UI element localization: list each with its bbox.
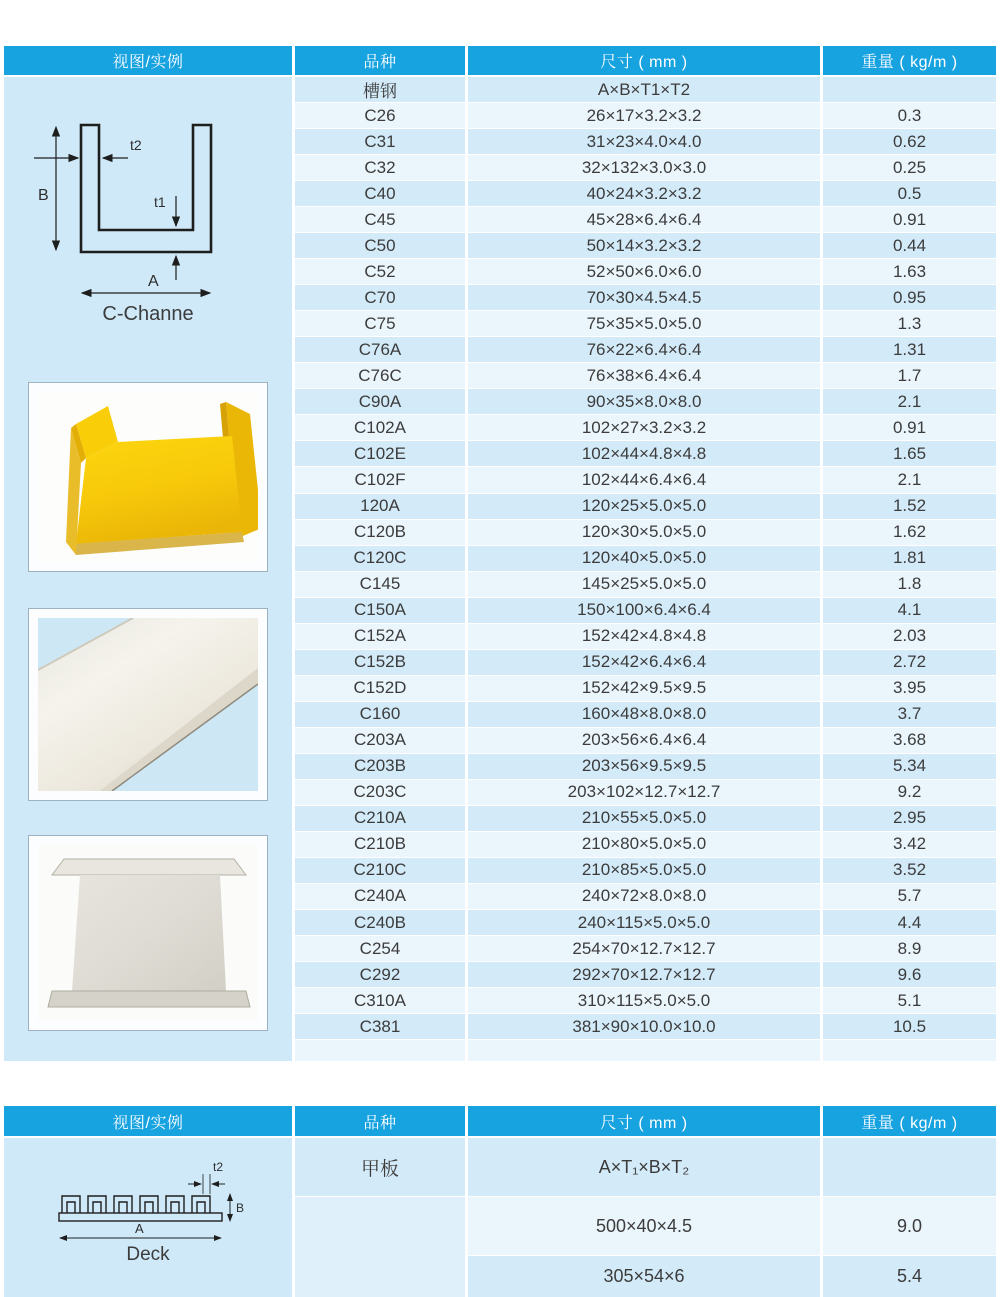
cell-weight: 5.1	[823, 988, 996, 1013]
cell-empty	[823, 1040, 996, 1061]
table-row	[295, 676, 996, 701]
cell-weight: 5.34	[823, 754, 996, 779]
cell-weight: 4.4	[823, 910, 996, 935]
cell-name: C240A	[295, 884, 465, 909]
cell-weight: 1.8	[823, 572, 996, 597]
table-row	[295, 598, 996, 623]
table-row	[295, 832, 996, 857]
deck-dim-b: B	[236, 1201, 245, 1215]
cell-size: 45×28×6.4×6.4	[468, 207, 820, 232]
cell-weight: 9.2	[823, 780, 996, 805]
table-row	[295, 233, 996, 258]
cell-size: 50×14×3.2×3.2	[468, 233, 820, 258]
table-row	[295, 572, 996, 597]
dim-label-t1: t1	[154, 194, 166, 210]
cell-size: 152×42×9.5×9.5	[468, 676, 820, 701]
table-row	[295, 311, 996, 336]
cell-size: 102×44×4.8×4.8	[468, 441, 820, 466]
cell-size: 76×22×6.4×6.4	[468, 337, 820, 362]
deck-view-panel	[4, 1138, 292, 1297]
table-header	[4, 1106, 996, 1136]
cell-size: 120×40×5.0×5.0	[468, 546, 820, 571]
table-row	[295, 520, 996, 545]
header-size: 尺寸 ( mm )	[468, 1106, 820, 1136]
cell-size: 120×25×5.0×5.0	[468, 494, 820, 519]
table-row	[295, 624, 996, 649]
table-row	[295, 702, 996, 727]
header-variety: 品种	[295, 46, 465, 75]
table-row	[295, 181, 996, 206]
cell-size: 102×44×6.4×6.4	[468, 467, 820, 492]
cell-name: C120B	[295, 520, 465, 545]
cell-size: 160×48×8.0×8.0	[468, 702, 820, 727]
cell-weight: 0.91	[823, 415, 996, 440]
table-row	[295, 754, 996, 779]
cell-empty	[295, 1040, 465, 1061]
cell-weight: 2.72	[823, 650, 996, 675]
header-view-example: 视图/实例	[4, 46, 292, 75]
table-row	[295, 546, 996, 571]
cell-weight: 4.1	[823, 598, 996, 623]
cell-size: 203×56×6.4×6.4	[468, 728, 820, 753]
cell-name: C381	[295, 1014, 465, 1039]
cell-name: C152B	[295, 650, 465, 675]
table-row	[295, 884, 996, 909]
cell-size: 240×115×5.0×5.0	[468, 910, 820, 935]
cell-size: 210×85×5.0×5.0	[468, 858, 820, 883]
table-row	[295, 415, 996, 440]
table-row	[295, 337, 996, 362]
cell-empty	[468, 1040, 820, 1061]
cell-size: 210×55×5.0×5.0	[468, 806, 820, 831]
cell-weight: 0.62	[823, 129, 996, 154]
header-size: 尺寸 ( mm )	[468, 46, 820, 75]
cell-size: 203×56×9.5×9.5	[468, 754, 820, 779]
cell-size: 203×102×12.7×12.7	[468, 780, 820, 805]
cell-size: 31×23×4.0×4.0	[468, 129, 820, 154]
cell-name: C75	[295, 311, 465, 336]
cell-weight: 2.03	[823, 624, 996, 649]
cell-name: C45	[295, 207, 465, 232]
cell-name: C145	[295, 572, 465, 597]
table-row	[295, 259, 996, 284]
table-row	[295, 363, 996, 388]
cell-name: 120A	[295, 494, 465, 519]
cell-name: C203A	[295, 728, 465, 753]
cell-name: C76A	[295, 337, 465, 362]
dim-label-a: A	[148, 273, 159, 290]
table-row	[295, 494, 996, 519]
table-row	[295, 77, 996, 102]
table-row	[295, 650, 996, 675]
cell-name: C102A	[295, 415, 465, 440]
table-row	[295, 988, 996, 1013]
deck-dim-t2: t2	[213, 1160, 224, 1174]
table-row	[295, 207, 996, 232]
cell-name: C254	[295, 936, 465, 961]
cell-weight: 3.7	[823, 702, 996, 727]
header-weight: 重量 ( kg/m )	[823, 46, 996, 75]
cell-size: 254×70×12.7×12.7	[468, 936, 820, 961]
cell-weight: 0.3	[823, 103, 996, 128]
table-row	[295, 728, 996, 753]
cell-weight: 3.52	[823, 858, 996, 883]
c-channel-cross-section-diagram	[4, 100, 292, 310]
deck-dim-a: A	[135, 1221, 144, 1236]
cell-size: 210×80×5.0×5.0	[468, 832, 820, 857]
cell-name: C70	[295, 285, 465, 310]
gray-channel-image	[38, 845, 258, 1021]
table-row	[295, 155, 996, 180]
cell-name: C102E	[295, 441, 465, 466]
cell-size: 145×25×5.0×5.0	[468, 572, 820, 597]
cell-weight: 1.65	[823, 441, 996, 466]
cell-name: C32	[295, 155, 465, 180]
cell-name: C210C	[295, 858, 465, 883]
cell-name: C31	[295, 129, 465, 154]
cell-size: 70×30×4.5×4.5	[468, 285, 820, 310]
white-material-image	[38, 618, 258, 791]
table-row	[295, 962, 996, 987]
cell-weight	[823, 1138, 996, 1196]
cell-size: 120×30×5.0×5.0	[468, 520, 820, 545]
cell-weight: 0.95	[823, 285, 996, 310]
table-row	[295, 936, 996, 961]
cell-weight: 0.44	[823, 233, 996, 258]
dim-label-b: B	[38, 187, 49, 204]
table-row	[295, 441, 996, 466]
yellow-channel-photo	[28, 382, 268, 572]
cell-size: 75×35×5.0×5.0	[468, 311, 820, 336]
cell-name: C210B	[295, 832, 465, 857]
cell-name: 甲板	[295, 1138, 465, 1196]
cell-size: 500×40×4.5	[468, 1197, 820, 1255]
cell-size: 40×24×3.2×3.2	[468, 181, 820, 206]
cell-weight: 1.3	[823, 311, 996, 336]
c-channel-spec-table	[4, 46, 996, 1061]
view-example-panel	[4, 77, 292, 1061]
table-row	[295, 467, 996, 492]
cell-size: 152×42×4.8×4.8	[468, 624, 820, 649]
cell-name: C50	[295, 233, 465, 258]
cell-weight: 1.63	[823, 259, 996, 284]
cell-name: C203B	[295, 754, 465, 779]
cell-weight: 2.95	[823, 806, 996, 831]
cell-name: C90A	[295, 389, 465, 414]
cell-size: 292×70×12.7×12.7	[468, 962, 820, 987]
cell-name: C152A	[295, 624, 465, 649]
cell-size: A×B×T1×T2	[468, 77, 820, 102]
cell-weight: 9.0	[823, 1197, 996, 1255]
cell-size: 52×50×6.0×6.0	[468, 259, 820, 284]
cell-weight: 0.5	[823, 181, 996, 206]
header-weight: 重量 ( kg/m )	[823, 1106, 996, 1136]
cell-name: C26	[295, 103, 465, 128]
deck-spec-table	[4, 1106, 996, 1297]
cell-size: 32×132×3.0×3.0	[468, 155, 820, 180]
cell-weight: 0.91	[823, 207, 996, 232]
white-material-photo	[28, 608, 268, 801]
table-row	[295, 285, 996, 310]
table-row	[295, 910, 996, 935]
cell-weight: 3.42	[823, 832, 996, 857]
cell-name: C52	[295, 259, 465, 284]
cell-weight: 3.95	[823, 676, 996, 701]
c-channel-caption: C-Channe	[102, 303, 194, 325]
cell-size: 26×17×3.2×3.2	[468, 103, 820, 128]
cell-name: C210A	[295, 806, 465, 831]
empty-row	[295, 1040, 996, 1061]
header-view-example: 视图/实例	[4, 1106, 292, 1136]
gray-channel-photo	[28, 835, 268, 1031]
cell-name: C152D	[295, 676, 465, 701]
cell-size: A×T₁×B×T₂	[468, 1138, 820, 1196]
cell-weight: 3.68	[823, 728, 996, 753]
cell-weight: 5.4	[823, 1256, 996, 1297]
cell-name: 槽钢	[295, 77, 465, 102]
cell-weight: 1.7	[823, 363, 996, 388]
cell-weight: 9.6	[823, 962, 996, 987]
cell-name: C292	[295, 962, 465, 987]
cell-weight: 2.1	[823, 467, 996, 492]
table-row	[295, 806, 996, 831]
cell-size: 76×38×6.4×6.4	[468, 363, 820, 388]
cell-size: 240×72×8.0×8.0	[468, 884, 820, 909]
cell-weight: 1.81	[823, 546, 996, 571]
cell-weight: 1.62	[823, 520, 996, 545]
cell-name: C150A	[295, 598, 465, 623]
cell-name: C203C	[295, 780, 465, 805]
cell-size: 90×35×8.0×8.0	[468, 389, 820, 414]
spec-rows	[295, 77, 996, 1061]
cell-name: C240B	[295, 910, 465, 935]
cell-name: C102F	[295, 467, 465, 492]
header-variety: 品种	[295, 1106, 465, 1136]
cell-name: C76C	[295, 363, 465, 388]
cell-name: C160	[295, 702, 465, 727]
dim-label-t2: t2	[130, 137, 142, 153]
cell-name: C40	[295, 181, 465, 206]
table-row	[295, 129, 996, 154]
yellow-channel-image	[38, 392, 258, 562]
cell-weight	[823, 77, 996, 102]
cell-size: 102×27×3.2×3.2	[468, 415, 820, 440]
deck-caption: Deck	[126, 1244, 170, 1265]
table-row	[295, 780, 996, 805]
cell-name: C310A	[295, 988, 465, 1013]
cell-weight: 10.5	[823, 1014, 996, 1039]
cell-weight: 1.31	[823, 337, 996, 362]
cell-size: 381×90×10.0×10.0	[468, 1014, 820, 1039]
cell-weight: 0.25	[823, 155, 996, 180]
deck-profile-diagram	[4, 1146, 292, 1246]
cell-weight: 1.52	[823, 494, 996, 519]
cell-weight: 5.7	[823, 884, 996, 909]
cell-size: 310×115×5.0×5.0	[468, 988, 820, 1013]
cell-weight: 8.9	[823, 936, 996, 961]
table-header	[4, 46, 996, 75]
deck-rows	[295, 1138, 996, 1297]
table-row	[295, 389, 996, 414]
table-row	[295, 103, 996, 128]
cell-weight: 2.1	[823, 389, 996, 414]
cell-name: C120C	[295, 546, 465, 571]
cell-size: 150×100×6.4×6.4	[468, 598, 820, 623]
cell-size: 152×42×6.4×6.4	[468, 650, 820, 675]
table-row	[295, 858, 996, 883]
cell-size: 305×54×6	[468, 1256, 820, 1297]
table-row	[295, 1014, 996, 1039]
cell-name-merged	[295, 1197, 465, 1297]
